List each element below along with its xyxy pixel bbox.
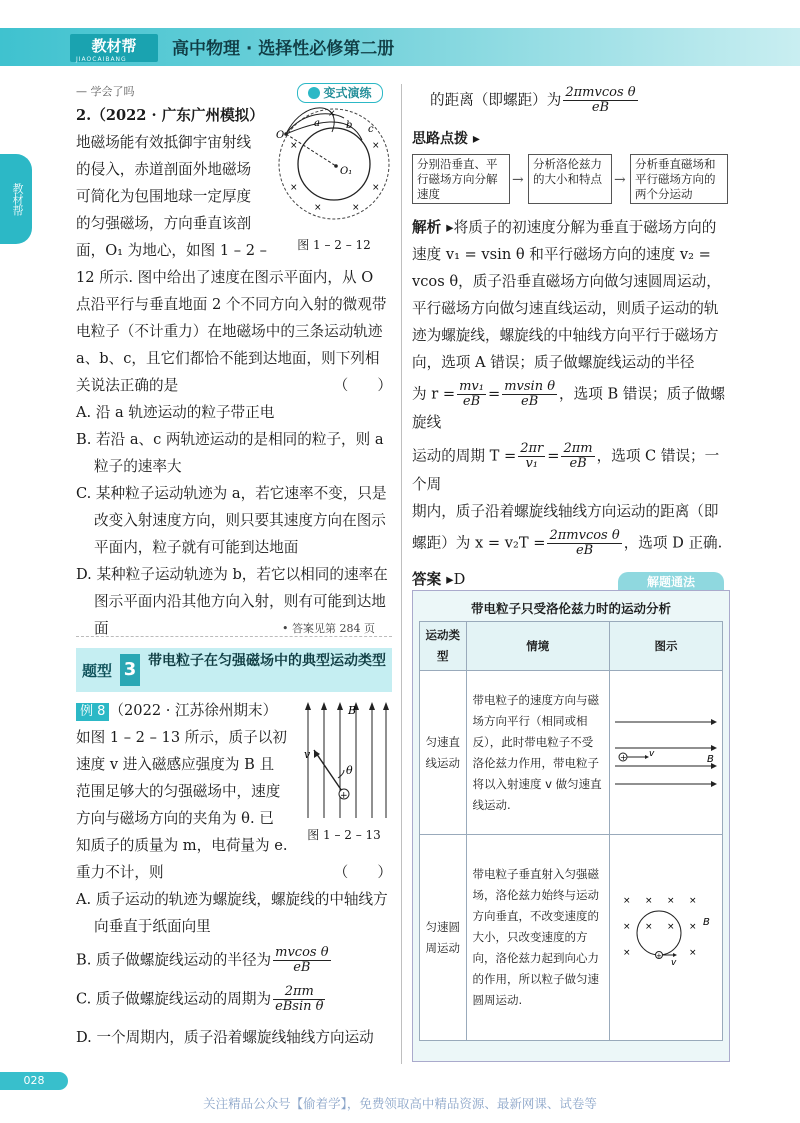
th-type: 运动类型 [420,622,467,671]
fig13-label-theta: θ [346,764,353,777]
svg-text:×: × [666,896,675,906]
eq: = [547,447,560,465]
fig-label-v: v [648,749,655,759]
frac [561,442,594,471]
ex-option-b-row [76,946,392,975]
frac-den: eB [575,543,594,558]
fig13-label-v: v [304,748,311,761]
fig13-caption: 图 1 – 2 – 13 [307,828,381,842]
ex-line-1: 如图 1 – 2 – 13 所示，质子以初 [76,729,287,746]
ex-option-c-row [76,985,392,1014]
answer-ref-divider [76,636,392,637]
brand-logo: 教材帮 [70,34,158,62]
bianshi-icon [308,87,320,99]
answer-reference: • 答案见第 284 页 [282,622,375,635]
option-d-continued [430,86,730,115]
fig12-label-b: b [346,120,353,131]
fig12-label-c: c [368,124,374,135]
type-title: 带电粒子在匀强磁场中的典型运动类型 [148,653,386,669]
answer-value: D [453,571,466,588]
example-tag: 例 8 [76,703,109,721]
frac [502,380,557,409]
svg-text:×: × [622,948,631,958]
q2-line-1: 地磁场能有效抵御宇宙射线 [76,134,252,151]
q2-option-d: D. 某种粒子运动轨迹为 b，若它以相同的速率在图示平面内沿其他方向入射，则有可能到达地面 [76,566,388,637]
q2-intro [76,102,276,264]
jiexi-pitch-row [412,529,730,558]
frac-num: 2πr [520,441,544,456]
ex-line-6-row [76,859,392,886]
frac-num: mvcos θ [275,945,329,960]
q2-paren: （ ） [333,377,392,394]
q2-line-4: 的匀强磁场，方向垂直该剖 [76,215,252,232]
flow-box-2: 分析洛伦兹力的大小和特点 [528,154,612,204]
svg-text:×: × [622,922,631,932]
svg-text:×: × [290,141,298,151]
method-tab: 解题通法 [618,572,724,592]
th-figure: 图示 [609,622,722,671]
jiexi-r-prefix: 为 r = [412,385,456,403]
q2-body [76,264,392,399]
frac [547,529,621,558]
row1-type: 匀速直线运动 [420,671,467,835]
top-line-frac [563,86,637,115]
flow-arrow-2: → [614,172,626,188]
eq: = [487,385,501,403]
q2-head: 2.（2022 · 广东广州模拟） [76,107,264,124]
frac-num: 2πmvcos θ [565,85,636,100]
table-header-row [420,622,723,671]
frac-den: eB [591,100,610,115]
svg-text:×: × [372,141,380,151]
frac-den: v₁ [525,456,539,471]
jiexi-x-suffix: ，选项 D 正确. [623,534,723,552]
jiexi-text-3: 期内，质子沿着螺旋线轴线方向运动的距离（即 [412,503,719,520]
ex-option-b: B. 质子做螺旋线运动的半径为 [76,951,272,969]
q2-option-a: A. 沿 a 轨迹运动的粒子带正电 [76,404,275,421]
type-number: 3 [120,654,140,686]
method-box [412,590,730,1062]
q2-line-3: 可简化为包围地球一定厚度 [76,188,252,205]
uniform-circular-figure [611,889,721,979]
row2-desc: 带电粒子垂直射入匀强磁场，洛伦兹力始终与运动方向垂直，不改变速度的大小，只改变速度的方向，洛伦兹力起到向心力的作用，所以粒子做匀速圆周运动. [466,835,609,1041]
ex-option-a: A. 质子运动的轨迹为螺旋线，螺旋线的中轴线方向垂直于纸面向里 [76,891,388,935]
q2-option-c: C. 某种粒子运动轨迹为 a，若它速率不变，只是改变入射速度方向，则只要其速度方向在图示平面内，粒子就有可能到达地面 [76,485,387,556]
svg-text:+: + [619,753,627,762]
question-type-banner [76,648,392,692]
jiexi-text-1: 将质子的初速度分解为垂直于磁场方向的速度 v₁ = vsin θ 和平行磁场方向的速度 v₂ = vcos θ，质子沿垂直磁场方向做匀速圆周运动，平行磁场方向做匀速直线运动，则质子运动的轨迹为螺旋线，螺旋线的中轴线方向平行于磁场方向，选项 A 错误；质子做螺旋线运动的半径 [412,219,721,371]
example-8-intro [76,697,296,859]
side-tab: 教材帮 [0,154,32,244]
frac-den: eB [569,456,587,471]
figure-1-2-12 [274,102,392,232]
fig12-caption: 图 1 – 2 – 12 [297,238,371,252]
row1-figure-cell [609,671,722,835]
frac-den: eB [521,394,539,409]
frac-num: mvsin θ [504,379,556,394]
svg-text:×: × [622,896,631,906]
th-situation: 情境 [466,622,609,671]
svg-text:×: × [688,896,697,906]
flow-box-1: 分别沿垂直、平行磁场方向分解速度 [412,154,510,204]
q2-body-text: 12 所示. 图中给出了速度在图示平面内，从 O 点沿平行与垂直地面 2 个不同方向入射的微观带电粒子（不计重力）在地磁场中的三条运动轨迹 a、b、c，且它们都恰不能到达地面，则下列相关说法正确的是 [76,269,387,394]
answer-label: 答案 ▸ [412,571,454,588]
ex-line-3: 范围足够大的匀强磁场中，速度 [76,783,281,800]
frac-den: eBsin θ [275,999,324,1014]
jiexi-radius-row [412,380,730,436]
bianshi-label: 变式演练 [323,86,372,100]
table-row [420,671,723,835]
brand-logo-sub: JIAOCAIBANG [76,56,127,63]
row2-type: 匀速圆周运动 [420,835,467,1041]
ex-line-6: 重力不计，则 [76,864,164,881]
ex-option-c-frac [273,985,325,1014]
jiexi-label: 解析 ▸ [412,219,454,236]
column-divider [401,84,402,1064]
jiexi-t-prefix: 运动的周期 T = [412,447,517,465]
method-table [419,621,723,1041]
svg-text:×: × [328,109,336,119]
ex-option-b-frac [273,946,330,975]
svg-text:×: × [688,922,697,932]
table-row [420,835,723,1041]
bianshi-badge [297,83,383,103]
svg-text:×: × [314,203,322,213]
frac-num: 2πmvcos θ [549,528,620,543]
frac-den: eB [462,394,481,409]
sikao-heading: 思路点拨 ▸ [412,131,480,147]
section-label-xuehui: — 学会了吗 [76,85,135,98]
svg-text:×: × [352,203,360,213]
ex-line-5: 知质子的质量为 m，电荷量为 e. [76,837,288,854]
svg-text:×: × [688,948,697,958]
svg-text:×: × [666,922,675,932]
ex-line-4: 方向与磁场方向的夹角为 θ. 已 [76,810,274,827]
svg-text:×: × [372,183,380,193]
book-title: 高中物理 · 选择性必修第二册 [172,39,395,59]
example-head: （2022 · 江苏徐州期末） [109,702,278,719]
page-number: 028 [0,1072,68,1090]
ex-option-c: C. 质子做螺旋线运动的周期为 [76,990,272,1008]
q2-line-2: 的侵入，赤道剖面外地磁场 [76,161,252,178]
figure-1-2-13 [300,700,392,824]
top-line-text: 的距离（即螺距）为 [430,91,562,109]
fig12-label-o: O [276,130,285,141]
svg-text:+: + [340,791,348,801]
type-label: 题型 [82,662,113,680]
frac [457,380,486,409]
frac [518,442,545,471]
svg-text:×: × [644,922,653,932]
fig-label-b: B [706,754,714,765]
ex-option-d: D. 一个周期内，质子沿着螺旋线轴线方向运动 [76,1029,374,1046]
page-header [0,0,800,68]
svg-text:×: × [290,183,298,193]
footer-note: 关注精品公众号【偷着学】，免费领取高中精品资源、最新网课、试卷等 [203,1096,597,1111]
fig12-label-o1: O₁ [340,166,353,177]
jiexi-block [412,214,730,593]
frac-den: eB [293,960,311,975]
fig12-label-a: a [314,118,320,129]
jiexi-r-suffix: ，选项 B 错误；质子做螺旋线 [412,385,725,431]
q2-body-block [76,264,392,642]
fig-label-b: B [702,917,710,928]
frac-num: 2πm [273,985,325,1000]
q2-option-b: B. 若沿 a、c 两轨迹运动的是相同的粒子，则 a 粒子的速率大 [76,431,384,475]
svg-text:+: + [655,952,662,960]
method-title: 带电粒子只受洛伦兹力时的运动分析 [470,601,671,616]
row2-figure-cell [609,835,722,1041]
example-8-options [76,886,392,1051]
ex-paren: （ ） [333,864,392,881]
flow-box-3: 分析垂直磁场和平行磁场方向的两个分运动 [630,154,728,204]
jiexi-t-suffix: ，选项 C 错误；一个周 [412,447,720,493]
q2-line-5: 面，O₁ 为地心，如图 1 – 2 – [76,242,267,259]
frac-num: 2πm [563,441,593,456]
jiexi-period-row [412,442,730,498]
row1-desc: 带电粒子的速度方向与磁场方向平行（相同或相反），此时带电粒子不受洛伦兹力作用，带电粒子将以入射速度 v 做匀速直线运动. [466,671,609,835]
fig13-label-b: B [348,704,357,717]
flow-arrow-1: → [512,172,524,188]
fig-label-v: v [670,958,677,968]
svg-text:×: × [644,896,653,906]
uniform-linear-figure [611,704,721,794]
ex-line-2: 速度 v 进入磁感应强度为 B 且 [76,756,275,773]
frac-num: mv₁ [459,379,484,394]
jiexi-x-prefix: 螺距）为 x = v₂T = [412,534,546,552]
